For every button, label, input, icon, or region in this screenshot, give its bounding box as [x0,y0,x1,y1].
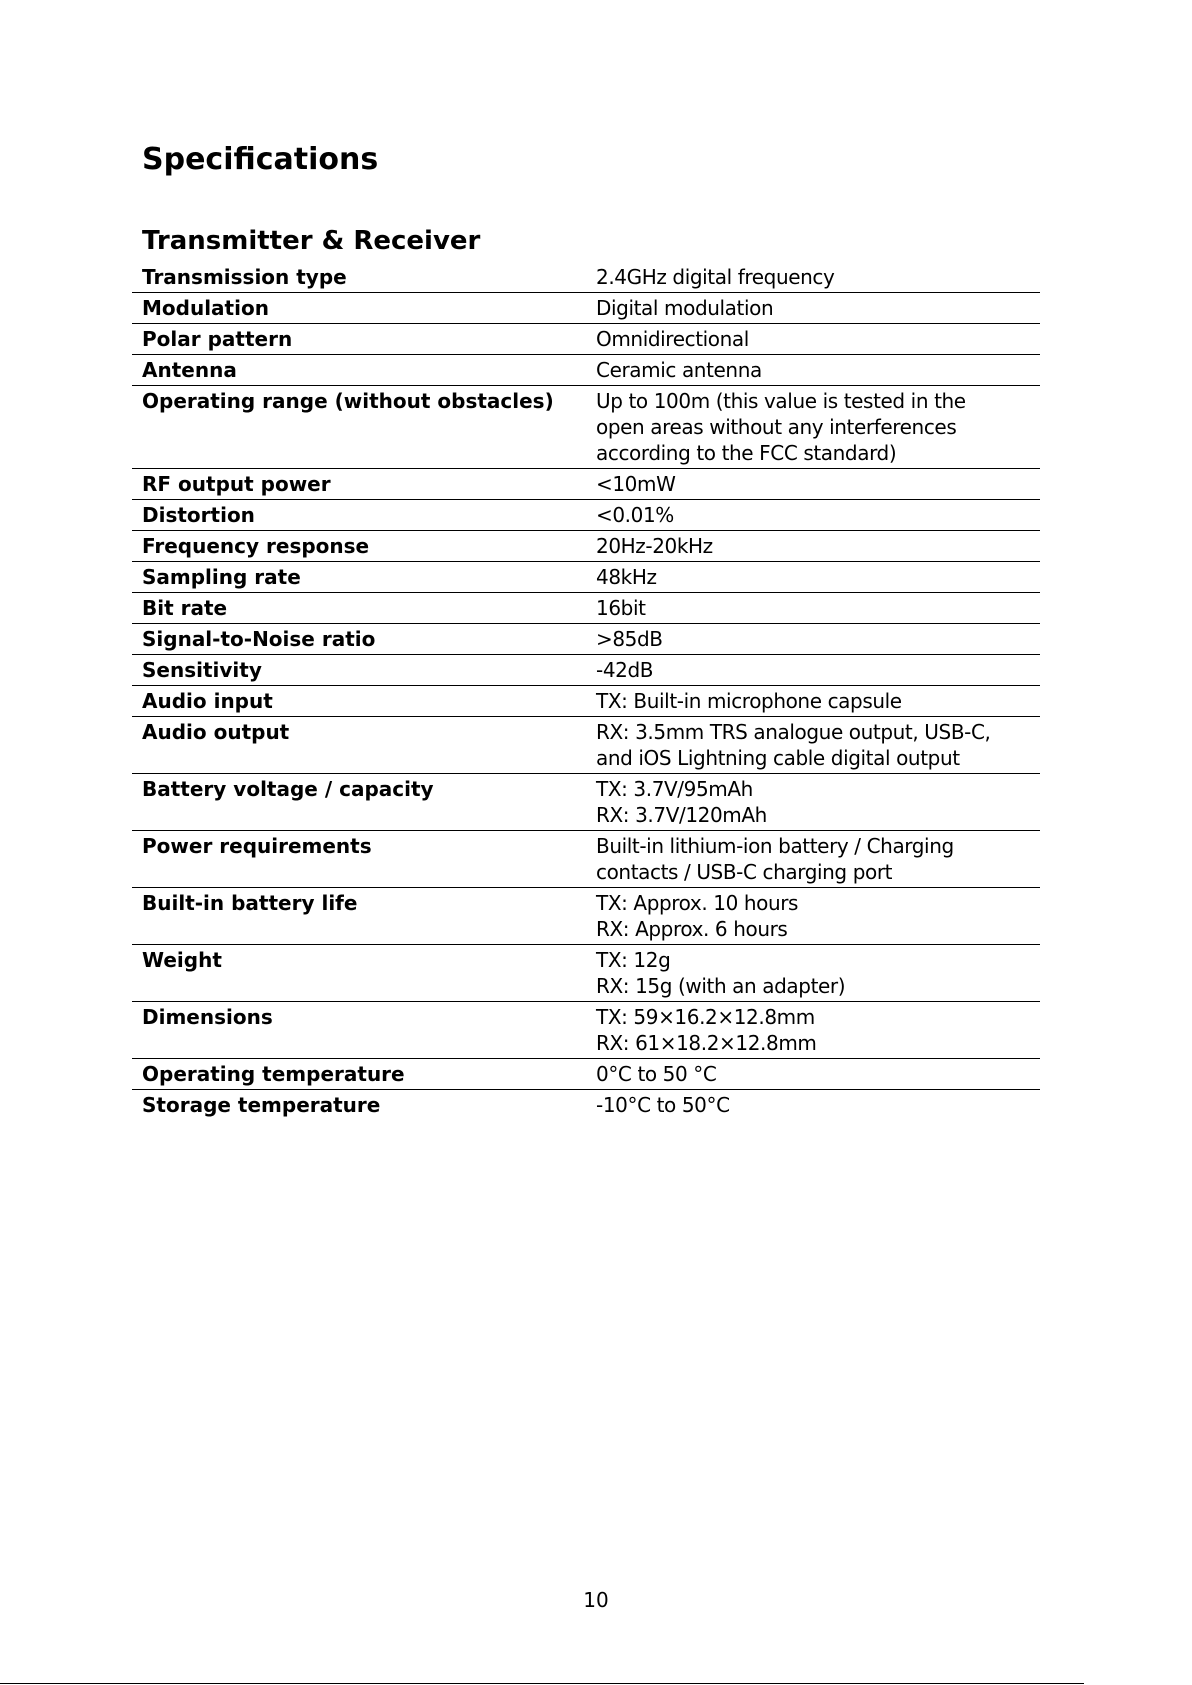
spec-row [132,1059,1040,1090]
spec-row [132,500,1040,531]
spec-label: Power requirements [142,834,372,858]
spec-value-line: contacts / USB-C charging port [596,860,893,884]
spec-value-line: <10mW [596,472,676,496]
spec-value [586,262,1040,293]
spec-value-line: RX: Approx. 6 hours [596,917,788,941]
spec-label: Audio output [142,720,290,744]
spec-value [586,1059,1040,1090]
spec-value [586,324,1040,355]
spec-label: Frequency response [142,534,370,558]
spec-label: Transmission type [142,265,347,289]
spec-row [132,888,1040,945]
spec-value-line: -42dB [596,658,654,682]
spec-label: Operating range (without obstacles) [142,389,554,413]
spec-value-line: >85dB [596,627,663,651]
spec-value-line: 20Hz-20kHz [596,534,713,558]
spec-value-line: 48kHz [596,565,657,589]
page-number: 10 [583,1588,609,1612]
spec-row [132,945,1040,1002]
spec-value-line: TX: 12g [596,948,671,972]
spec-value-line: Omnidirectional [596,327,749,351]
spec-row [132,324,1040,355]
spec-value [586,469,1040,500]
spec-label: Distortion [142,503,255,527]
spec-value-line: TX: 3.7V/95mAh [596,777,753,801]
spec-value [586,293,1040,324]
spec-value [586,831,1040,888]
spec-value [586,624,1040,655]
spec-label: Storage temperature [142,1093,381,1117]
spec-value [586,593,1040,624]
spec-value-line: RX: 3.7V/120mAh [596,803,767,827]
spec-value-line: according to the FCC standard) [596,441,897,465]
spec-value [586,945,1040,1002]
spec-row [132,686,1040,717]
spec-row [132,262,1040,293]
spec-value [586,655,1040,686]
spec-row [132,717,1040,774]
spec-label: Operating temperature [142,1062,405,1086]
spec-value [586,531,1040,562]
spec-value-line: RX: 3.5mm TRS analogue output, USB-C, [596,720,991,744]
spec-label: Sampling rate [142,565,301,589]
spec-value-line: and iOS Lightning cable digital output [596,746,960,770]
spec-label: RF output power [142,472,331,496]
spec-value [586,355,1040,386]
spec-value-line: TX: Approx. 10 hours [596,891,799,915]
section-title: Transmitter & Receiver [142,226,481,256]
spec-label: Weight [142,948,222,972]
spec-value [586,1002,1040,1059]
spec-row [132,469,1040,500]
spec-value [586,386,1040,469]
spec-value-line: Ceramic antenna [596,358,762,382]
spec-value-line: 2.4GHz digital frequency [596,265,835,289]
spec-value-line: Built-in lithium-ion battery / Charging [596,834,954,858]
spec-value-line: TX: 59×16.2×12.8mm [596,1005,815,1029]
spec-row [132,386,1040,469]
spec-label: Polar pattern [142,327,293,351]
spec-value-line: <0.01% [596,503,674,527]
spec-value-line: Digital modulation [596,296,774,320]
spec-value-line: RX: 61×18.2×12.8mm [596,1031,817,1055]
spec-value [586,562,1040,593]
spec-label: Battery voltage / capacity [142,777,434,801]
spec-table-body [132,262,1040,1120]
spec-row [132,774,1040,831]
spec-row [132,1090,1040,1121]
spec-label: Audio input [142,689,273,713]
spec-value-line: -10°C to 50°C [596,1093,730,1117]
spec-value [586,686,1040,717]
spec-value [586,1090,1040,1121]
spec-value [586,717,1040,774]
spec-row [132,624,1040,655]
spec-value-line: 0°C to 50 °C [596,1062,717,1086]
spec-row [132,531,1040,562]
spec-label: Built-in battery life [142,891,358,915]
spec-row [132,355,1040,386]
spec-value-line: RX: 15g (with an adapter) [596,974,846,998]
spec-label: Dimensions [142,1005,273,1029]
spec-row [132,1002,1040,1059]
spec-label: Signal-to-Noise ratio [142,627,376,651]
spec-value [586,888,1040,945]
bottom-divider [0,1683,1084,1684]
spec-value-line: open areas without any interferences [596,415,957,439]
page-title: Specifications [142,142,379,177]
spec-label: Bit rate [142,596,228,620]
spec-table [132,262,1040,1120]
spec-row [132,593,1040,624]
spec-label: Sensitivity [142,658,262,682]
spec-row [132,293,1040,324]
spec-value-line: Up to 100m (this value is tested in the [596,389,966,413]
spec-label: Modulation [142,296,269,320]
spec-row [132,562,1040,593]
spec-row [132,655,1040,686]
spec-value [586,774,1040,831]
spec-value-line: 16bit [596,596,646,620]
spec-value-line: TX: Built-in microphone capsule [596,689,902,713]
spec-row [132,831,1040,888]
spec-label: Antenna [142,358,237,382]
spec-value [586,500,1040,531]
